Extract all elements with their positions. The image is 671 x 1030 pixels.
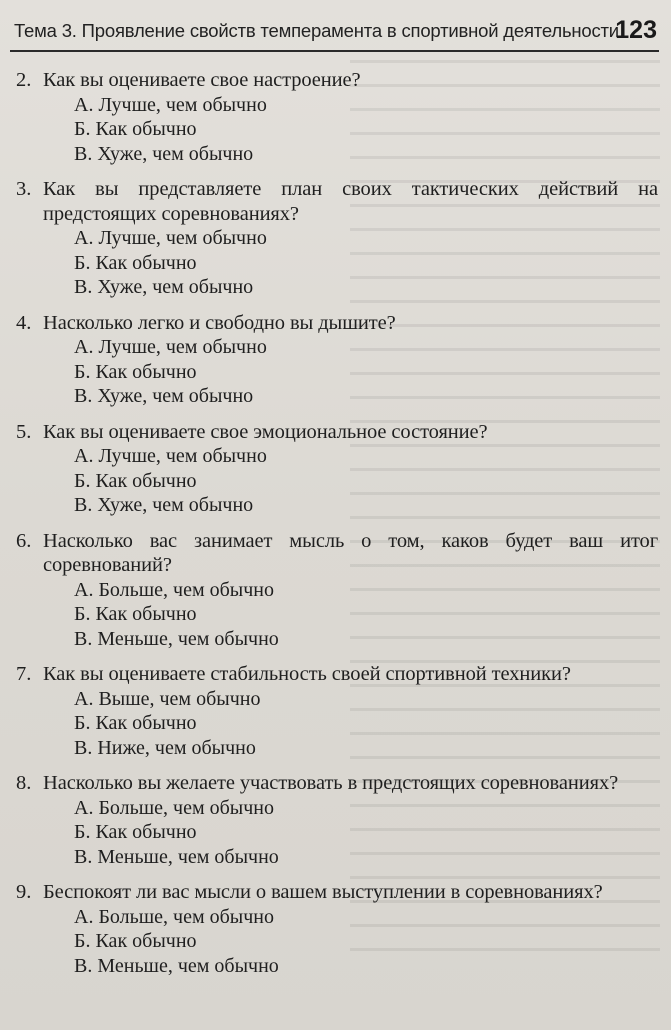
answer-options [74, 796, 658, 870]
answer-option: Б. Как обычно [74, 118, 197, 140]
answer-option: Б. Как обычно [74, 821, 197, 843]
answer-option: В. Хуже, чем обычно [74, 494, 254, 516]
answer-options [74, 687, 658, 761]
question-number: 6. [16, 529, 32, 552]
question-number: 4. [16, 311, 32, 334]
question-number: 8. [16, 772, 32, 794]
answer-options [74, 93, 658, 167]
answer-option: В. Хуже, чем обычно [74, 385, 254, 407]
answer-option: В. Ниже, чем обычно [74, 736, 256, 759]
answer-option: А. Больше, чем обычно [74, 578, 275, 601]
answer-option: А. Больше, чем обычно [74, 905, 275, 928]
question-item [16, 771, 658, 869]
question-text: Как вы оцениваете свое настроение? [43, 69, 361, 91]
answer-option: А. Лучше, чем обычно [74, 336, 267, 358]
question-number: 9. [16, 881, 32, 903]
answer-option: Б. Как обычно [74, 469, 197, 492]
answer-option: А. Больше, чем обычно [74, 796, 275, 819]
answer-option: А. Выше, чем обычно [74, 687, 261, 710]
question-item [16, 177, 658, 300]
question-number: 7. [16, 663, 32, 685]
answer-option: В. Меньше, чем обычно [74, 845, 279, 868]
answer-option: А. Лучше, чем обычно [74, 227, 267, 249]
answer-option: В. Меньше, чем обычно [74, 627, 279, 650]
question-text: Насколько вы желаете участвовать в предстоящих соревнованиях? [43, 772, 619, 794]
answer-option: А. Лучше, чем обычно [74, 445, 267, 467]
question-number: 2. [16, 69, 32, 91]
answer-option: В. Хуже, чем обычно [74, 276, 254, 298]
answer-option: А. Лучше, чем обычно [74, 93, 267, 116]
page-number: 123 [615, 16, 657, 44]
question-text: Беспокоят ли вас мысли о вашем выступлении в соревнованиях? [43, 881, 603, 903]
answer-option: В. Хуже, чем обычно [74, 142, 254, 165]
answer-options [74, 335, 658, 409]
answer-option: Б. Как обычно [74, 603, 197, 625]
questionnaire [16, 68, 658, 989]
answer-options [74, 226, 658, 300]
question-item [16, 662, 658, 760]
answer-options [74, 444, 658, 518]
question-number: 3. [16, 178, 32, 200]
question-text: Насколько легко и свободно вы дышите? [43, 311, 396, 334]
question-number: 5. [16, 420, 32, 443]
answer-options [74, 905, 658, 979]
question-text: Насколько вас занимает мысль о том, каков будет ваш итог соревнований? [43, 529, 658, 576]
answer-option: Б. Как обычно [74, 930, 197, 952]
answer-option: В. Меньше, чем обычно [74, 954, 279, 977]
question-item [16, 311, 658, 409]
running-header [10, 14, 659, 52]
chapter-title: Тема 3. Проявление свойств темперамента в спортивной деятельности [14, 20, 619, 41]
answer-option: Б. Как обычно [74, 712, 197, 734]
question-item [16, 420, 658, 518]
answer-option: Б. Как обычно [74, 360, 197, 383]
question-item [16, 68, 658, 166]
question-text: Как вы представляете план своих тактических действий на предстоящих соревнованиях? [43, 178, 658, 225]
question-item [16, 529, 658, 652]
question-item [16, 880, 658, 978]
question-text: Как вы оцениваете стабильность своей спортивной техники? [43, 663, 571, 685]
answer-option: Б. Как обычно [74, 251, 197, 274]
answer-options [74, 578, 658, 652]
question-text: Как вы оцениваете свое эмоциональное состояние? [43, 420, 488, 443]
